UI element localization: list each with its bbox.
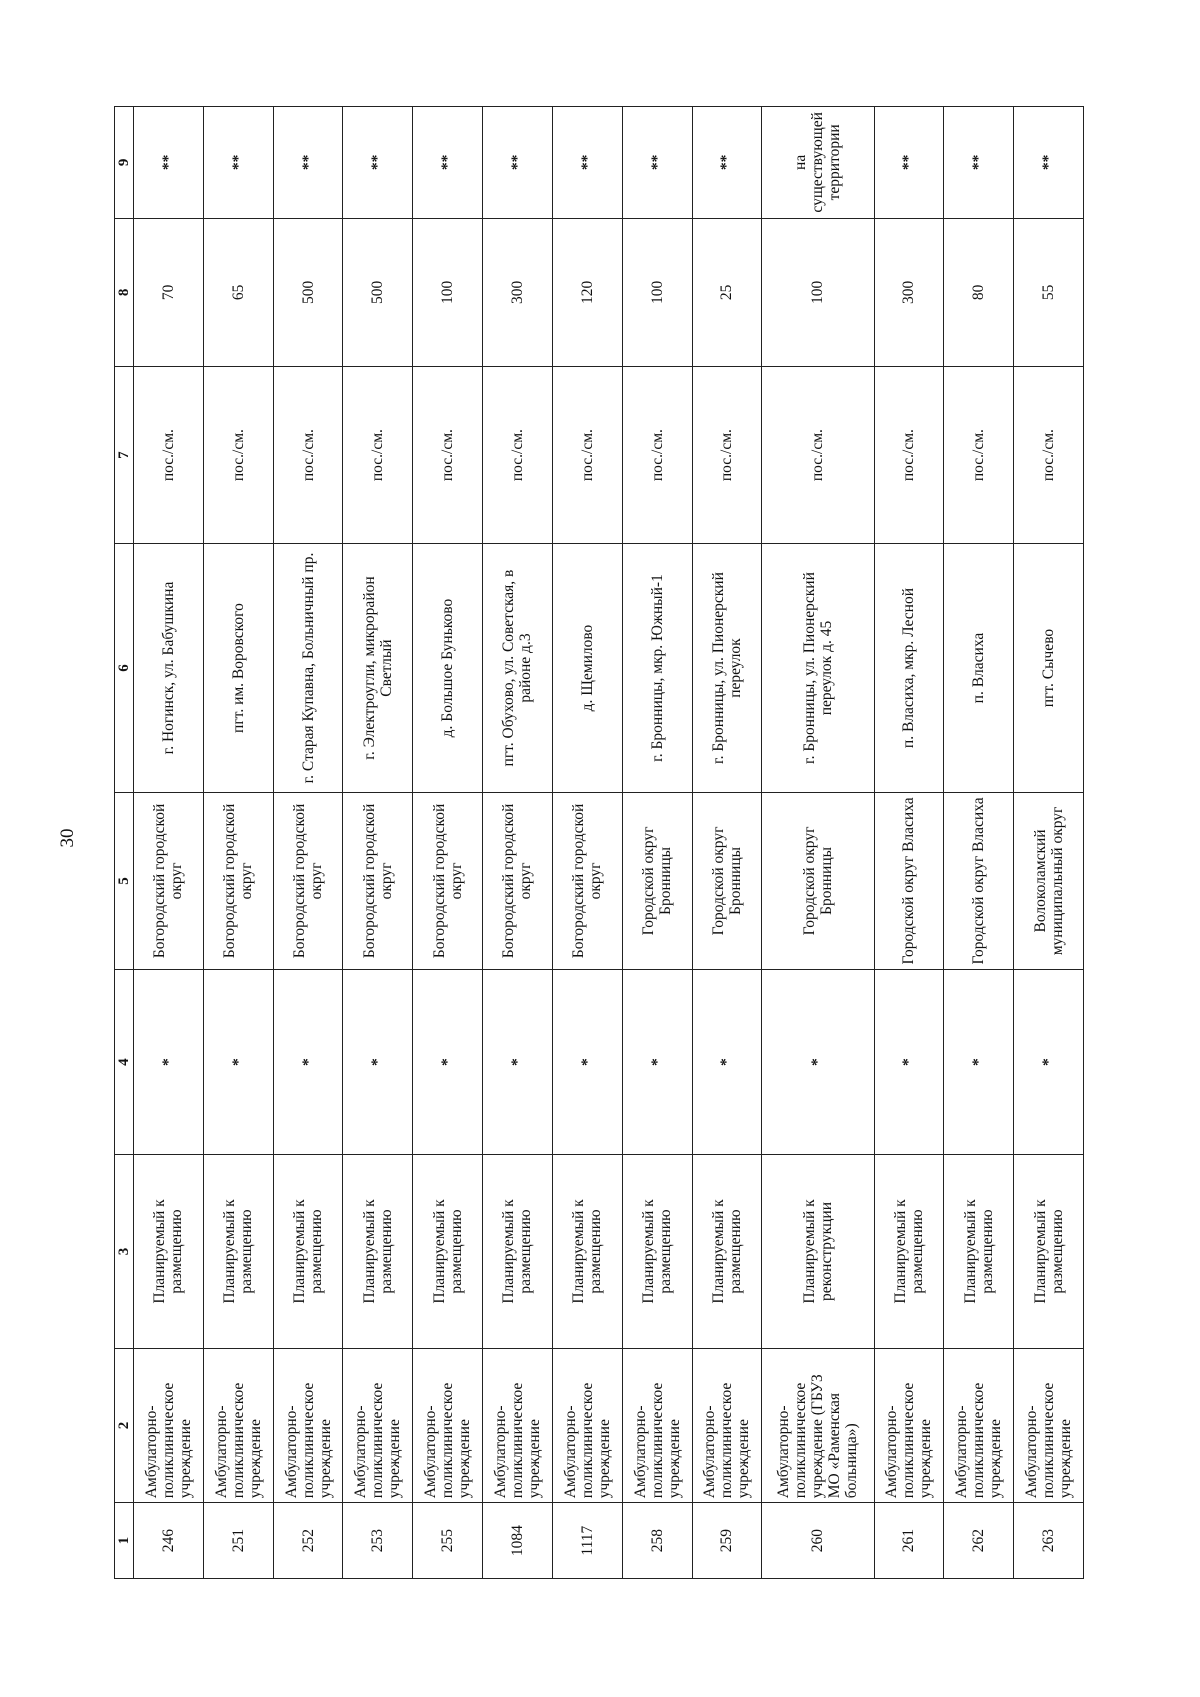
cell-col4: *	[343, 969, 413, 1154]
cell-capacity: 80	[944, 218, 1014, 366]
cell-col4: *	[483, 969, 553, 1154]
cell-capacity: 25	[692, 218, 762, 366]
cell-id: 262	[944, 1503, 1014, 1579]
cell-status: Планируемый к размещению	[874, 1155, 944, 1348]
cell-district: Волоколамский муниципальный округ	[1014, 792, 1084, 969]
cell-id: 1117	[552, 1503, 622, 1579]
cell-status: Планируемый к размещению	[552, 1155, 622, 1348]
cell-status: Планируемый к реконструкции	[762, 1155, 874, 1348]
cell-unit: пос./см.	[552, 367, 622, 544]
cell-note: **	[413, 107, 483, 219]
cell-address: г. Бронницы, ул. Пионерский переулок	[692, 544, 762, 793]
cell-district: Богородский городской округ	[134, 792, 204, 969]
cell-name: Амбулаторно-поликлиническое учреждение	[622, 1348, 692, 1503]
cell-address: п. Власиха	[944, 544, 1014, 793]
column-header: 1	[115, 1503, 134, 1579]
cell-name: Амбулаторно-поликлиническое учреждение	[134, 1348, 204, 1503]
column-header: 8	[115, 218, 134, 366]
cell-district: Городской округ Власиха	[944, 792, 1014, 969]
column-header: 2	[115, 1348, 134, 1503]
table-row	[874, 107, 944, 1579]
column-header: 5	[115, 792, 134, 969]
cell-status: Планируемый к размещению	[343, 1155, 413, 1348]
cell-capacity: 300	[874, 218, 944, 366]
table-row	[413, 107, 483, 1579]
cell-capacity: 70	[134, 218, 204, 366]
table-row	[622, 107, 692, 1579]
cell-id: 260	[762, 1503, 874, 1579]
cell-district: Богородский городской округ	[413, 792, 483, 969]
cell-district: Богородский городской округ	[343, 792, 413, 969]
column-header: 4	[115, 969, 134, 1154]
cell-id: 251	[203, 1503, 273, 1579]
cell-capacity: 55	[1014, 218, 1084, 366]
cell-unit: пос./см.	[134, 367, 204, 544]
cell-name: Амбулаторно-поликлиническое учреждение	[413, 1348, 483, 1503]
table-row	[552, 107, 622, 1579]
cell-address: п. Власиха, мкр. Лесной	[874, 544, 944, 793]
cell-district: Богородский городской округ	[552, 792, 622, 969]
cell-capacity: 100	[762, 218, 874, 366]
cell-col4: *	[762, 969, 874, 1154]
cell-status: Планируемый к размещению	[483, 1155, 553, 1348]
cell-id: 261	[874, 1503, 944, 1579]
table-row	[692, 107, 762, 1579]
cell-status: Планируемый к размещению	[692, 1155, 762, 1348]
cell-name: Амбулаторно-поликлиническое учреждение	[552, 1348, 622, 1503]
cell-status: Планируемый к размещению	[273, 1155, 343, 1348]
table-row	[1014, 107, 1084, 1579]
column-header: 7	[115, 367, 134, 544]
cell-col4: *	[622, 969, 692, 1154]
cell-district: Богородский городской округ	[273, 792, 343, 969]
cell-address: пгт. Сычево	[1014, 544, 1084, 793]
cell-note: **	[1014, 107, 1084, 219]
cell-district: Богородский городской округ	[203, 792, 273, 969]
cell-unit: пос./см.	[874, 367, 944, 544]
cell-col4: *	[134, 969, 204, 1154]
cell-status: Планируемый к размещению	[134, 1155, 204, 1348]
cell-id: 259	[692, 1503, 762, 1579]
cell-name: Амбулаторно-поликлиническое учреждение	[1014, 1348, 1084, 1503]
cell-capacity: 300	[483, 218, 553, 366]
cell-unit: пос./см.	[944, 367, 1014, 544]
cell-col4: *	[413, 969, 483, 1154]
cell-capacity: 500	[273, 218, 343, 366]
header-row	[115, 107, 134, 1579]
cell-unit: пос./см.	[692, 367, 762, 544]
cell-col4: *	[874, 969, 944, 1154]
cell-id: 263	[1014, 1503, 1084, 1579]
cell-capacity: 100	[413, 218, 483, 366]
cell-address: г. Бронницы, ул. Пионерский переулок д. 45	[762, 544, 874, 793]
cell-unit: пос./см.	[622, 367, 692, 544]
cell-name: Амбулаторно-поликлиническое учреждение	[692, 1348, 762, 1503]
cell-unit: пос./см.	[762, 367, 874, 544]
cell-address: д. Большое Буньково	[413, 544, 483, 793]
cell-name: Амбулаторно-поликлиническое учреждение	[483, 1348, 553, 1503]
cell-id: 255	[413, 1503, 483, 1579]
cell-capacity: 120	[552, 218, 622, 366]
cell-address: пгт. Обухово, ул. Советская, в районе д.3	[483, 544, 553, 793]
cell-note: **	[622, 107, 692, 219]
cell-status: Планируемый к размещению	[944, 1155, 1014, 1348]
facilities-table	[114, 106, 1084, 1579]
cell-status: Планируемый к размещению	[203, 1155, 273, 1348]
cell-id: 252	[273, 1503, 343, 1579]
cell-unit: пос./см.	[483, 367, 553, 544]
cell-note: на существующей территории	[762, 107, 874, 219]
cell-id: 253	[343, 1503, 413, 1579]
cell-note: **	[343, 107, 413, 219]
table-row	[762, 107, 874, 1579]
cell-note: **	[483, 107, 553, 219]
cell-capacity: 65	[203, 218, 273, 366]
cell-name: Амбулаторно-поликлиническое учреждение	[273, 1348, 343, 1503]
cell-col4: *	[692, 969, 762, 1154]
cell-address: д. Щемилово	[552, 544, 622, 793]
table-row	[203, 107, 273, 1579]
table-row	[273, 107, 343, 1579]
cell-name: Амбулаторно-поликлиническое учреждение	[944, 1348, 1014, 1503]
cell-status: Планируемый к размещению	[622, 1155, 692, 1348]
cell-note: **	[203, 107, 273, 219]
cell-capacity: 100	[622, 218, 692, 366]
cell-name: Амбулаторно-поликлиническое учреждение (ГБУЗ МО «Раменская больница»)	[762, 1348, 874, 1503]
cell-col4: *	[552, 969, 622, 1154]
cell-col4: *	[944, 969, 1014, 1154]
cell-unit: пос./см.	[203, 367, 273, 544]
cell-col4: *	[273, 969, 343, 1154]
cell-note: **	[874, 107, 944, 219]
cell-note: **	[944, 107, 1014, 219]
table-body	[134, 107, 1084, 1579]
cell-id: 246	[134, 1503, 204, 1579]
cell-district: Городской округ Бронницы	[692, 792, 762, 969]
cell-status: Планируемый к размещению	[1014, 1155, 1084, 1348]
table-row	[483, 107, 553, 1579]
cell-capacity: 500	[343, 218, 413, 366]
cell-district: Богородский городской округ	[483, 792, 553, 969]
cell-district: Городской округ Бронницы	[762, 792, 874, 969]
cell-address: г. Электроугли, микрорайон Светлый	[343, 544, 413, 793]
cell-note: **	[692, 107, 762, 219]
column-header: 3	[115, 1155, 134, 1348]
cell-note: **	[134, 107, 204, 219]
column-header: 6	[115, 544, 134, 793]
page-number: 30	[57, 828, 78, 848]
table-row	[944, 107, 1014, 1579]
table-row	[134, 107, 204, 1579]
cell-address: г. Старая Купавна, Больничный пр.	[273, 544, 343, 793]
cell-address: г. Ногинск, ул. Бабушкина	[134, 544, 204, 793]
cell-col4: *	[203, 969, 273, 1154]
cell-unit: пос./см.	[343, 367, 413, 544]
rotated-table-wrapper	[114, 106, 1084, 1579]
column-header: 9	[115, 107, 134, 219]
cell-address: пгт. им. Воровского	[203, 544, 273, 793]
cell-district: Городской округ Бронницы	[622, 792, 692, 969]
cell-name: Амбулаторно-поликлиническое учреждение	[874, 1348, 944, 1503]
table-row	[343, 107, 413, 1579]
cell-unit: пос./см.	[1014, 367, 1084, 544]
cell-name: Амбулаторно-поликлиническое учреждение	[203, 1348, 273, 1503]
cell-address: г. Бронницы, мкр. Южный-1	[622, 544, 692, 793]
cell-note: **	[273, 107, 343, 219]
cell-id: 1084	[483, 1503, 553, 1579]
cell-unit: пос./см.	[413, 367, 483, 544]
cell-status: Планируемый к размещению	[413, 1155, 483, 1348]
cell-name: Амбулаторно-поликлиническое учреждение	[343, 1348, 413, 1503]
cell-note: **	[552, 107, 622, 219]
cell-col4: *	[1014, 969, 1084, 1154]
cell-unit: пос./см.	[273, 367, 343, 544]
cell-id: 258	[622, 1503, 692, 1579]
cell-district: Городской округ Власиха	[874, 792, 944, 969]
